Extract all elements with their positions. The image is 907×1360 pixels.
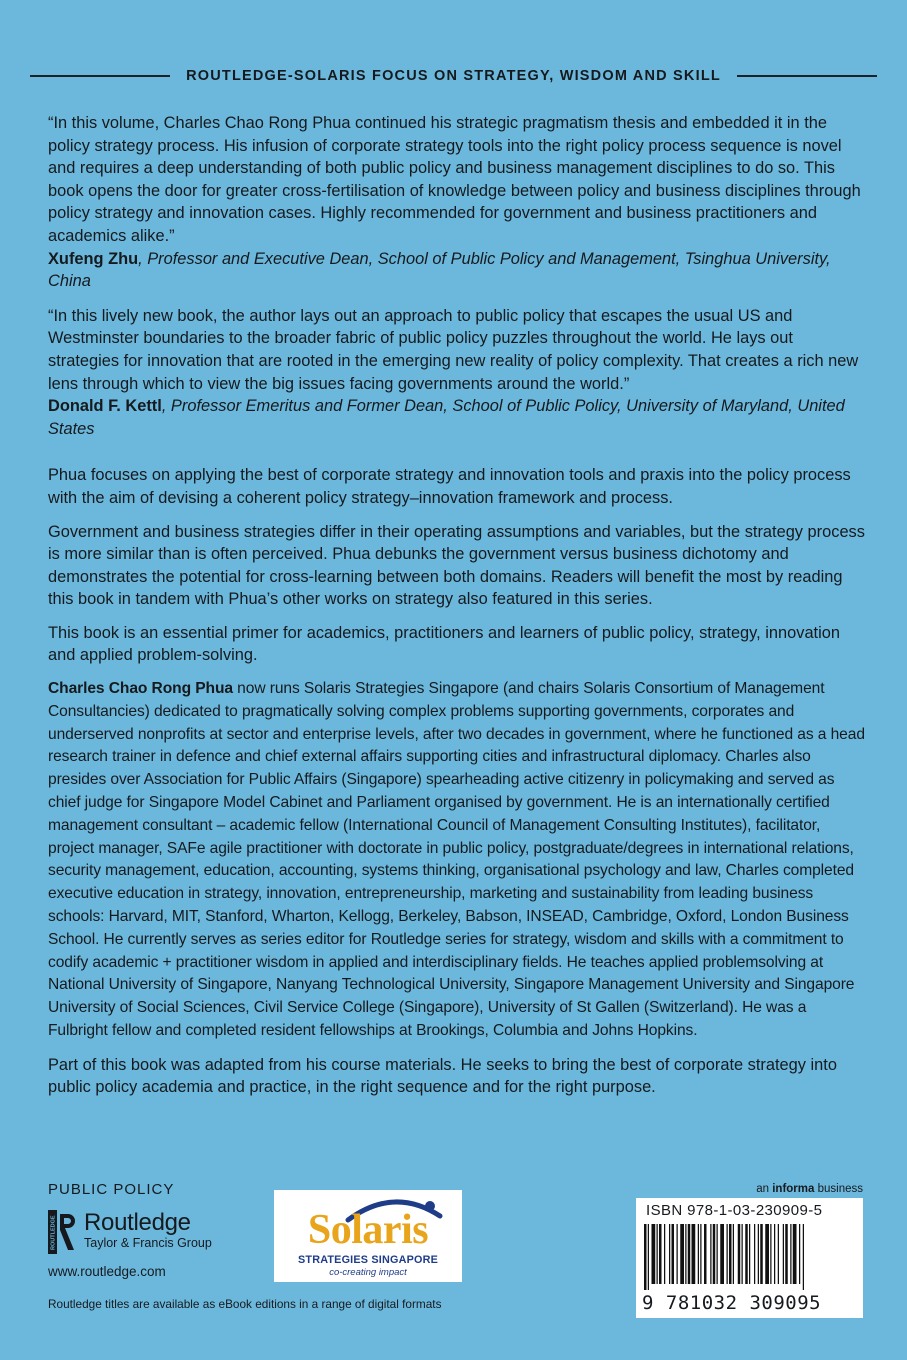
barcode-bar — [793, 1224, 797, 1284]
barcode-bar — [738, 1224, 741, 1284]
author-name: Charles Chao Rong Phua — [48, 680, 233, 698]
barcode-bar — [745, 1224, 748, 1284]
barcode-bar — [669, 1224, 670, 1284]
routledge-wordmark — [84, 1210, 212, 1250]
closing-paragraph: Part of this book was adapted from his course materials. He seeks to bring the best of corporate strategy into public policy academia and practice, in the right sequence and for the right purpose. — [48, 1055, 837, 1097]
endorsement-attribution — [48, 395, 865, 440]
right-rule — [737, 75, 877, 77]
author-bio — [48, 678, 865, 1043]
barcode-bar — [700, 1224, 701, 1284]
subject-category: PUBLIC POLICY — [48, 1181, 175, 1198]
barcode-bar — [727, 1224, 728, 1284]
series-banner — [30, 64, 877, 88]
informa-suffix: business — [814, 1183, 863, 1195]
barcode-bar — [749, 1224, 750, 1284]
solaris-logo — [274, 1190, 462, 1282]
series-title: ROUTLEDGE-SOLARIS FOCUS ON STRATEGY, WISDOM AND SKILL — [186, 68, 721, 84]
publisher-group: Taylor & Francis Group — [84, 1236, 212, 1250]
ebook-note: Routledge titles are available as eBook editions in a range of digital formats — [48, 1297, 442, 1311]
isbn-barcode — [636, 1198, 863, 1318]
barcode-bar — [799, 1224, 800, 1284]
emblem-text: ROUTLEDGE — [50, 1215, 57, 1250]
publisher-url[interactable]: www.routledge.com — [48, 1264, 166, 1279]
description-paragraph: Phua focuses on applying the best of corporate strategy and innovation tools and praxis into the policy process with the aim of devising a coherent policy strategy–innovation framework and process. — [48, 466, 851, 507]
endorser-role: , Professor and Executive Dean, School of Public Policy and Management, Tsinghua University, China — [48, 249, 831, 291]
barcode-bar — [704, 1224, 707, 1284]
solaris-wordmark: Solaris — [307, 1207, 429, 1253]
endorsement-2 — [48, 305, 865, 441]
routledge-emblem-icon — [48, 1210, 78, 1254]
endorser-name: Donald F. Kettl — [48, 397, 162, 416]
barcode-bar — [742, 1224, 743, 1284]
barcode-bar — [783, 1224, 784, 1284]
isbn-number: ISBN 978-1-03-230909-5 — [646, 1202, 823, 1219]
barcode-bar — [758, 1224, 759, 1284]
barcode-bar — [733, 1224, 734, 1284]
barcode-bar — [713, 1224, 716, 1284]
endorsement-1 — [48, 112, 865, 293]
barcode-bar — [790, 1224, 791, 1284]
description-paragraph: This book is an essential primer for academics, practitioners and learners of public policy, strategy, innovation and applied problem-solving. — [48, 623, 840, 665]
barcode-bar — [644, 1224, 647, 1290]
barcode-bar — [760, 1224, 763, 1284]
author-bio-text: now runs Solaris Strategies Singapore (and chairs Solaris Consortium of Management Consultancies) dedicated to pragmatically solving complex problems supporting governments, corporates and underserved nonprofits at sector and enterprise levels, after two decades in government, where he functioned as a head research trainer in defence and chief external affairs supporting cities and infrastructural diplomacy. Charles also presides over Association for Public Affairs (Singapore) spearheading active citizenry in policymaking and served as chief judge for Singapore Model Cabinet and Parliament organised by government. He is an internationally certified management consultant – academic fellow (International Council of Management Consulting Institutes), facilitator, project manager, SAFe agile practitioner with doctorate in public policy, postgraduate/degrees in international relations, security management, education, accounting, systems thinking, organisational psychology and law, Charles completed executive education in strategy, innovation, entrepreneurship, marketing and sustainability from leading business schools: Harvard, MIT, Stanford, Wharton, Kellogg, Berkeley, Babson, INSEAD, Cambridge, Oxford, London Business School. He currently serves as series editor for Routledge series for strategy, wisdom and skills with a commitment to codify academic + practitioner wisdom in applied and interdisciplinary fields. He teaches applied problemsolving at National University of Singapore, Nanyang Technological University, Singapore Management University and Singapore University of Social Sciences, Civil Service College (Singapore), University of St Gallen (Switzerland). He was a Fulbright fellow and completed resident fellowships at Brookings, Columbia and Johns Hopkins. — [48, 680, 865, 1040]
barcode-bars — [642, 1224, 857, 1290]
routledge-logo — [48, 1210, 288, 1254]
informa-brand: informa — [772, 1183, 815, 1195]
solaris-subtitle: STRATEGIES SINGAPORE — [298, 1254, 438, 1266]
informa-prefix: an — [756, 1183, 773, 1195]
solaris-tagline: co-creating impact — [329, 1267, 407, 1278]
publisher-block — [48, 1181, 288, 1279]
endorser-role: , Professor Emeritus and Former Dean, School of Public Policy, University of Maryland, United States — [48, 397, 845, 438]
barcode-bar — [685, 1224, 686, 1284]
barcode-bar — [688, 1224, 691, 1284]
barcode-bar — [720, 1224, 724, 1284]
barcode-bar — [698, 1224, 699, 1284]
barcode-bar — [717, 1224, 718, 1284]
endorsement-text: “In this volume, Charles Chao Rong Phua continued his strategic pragmatism thesis and embedded it in the policy strategy process. His infusion of corporate strategy tools into the right policy process sequence is novel and requires a deep understanding of both public policy and business management disciplines to do so. This book opens the door for greater cross-fertilisation of knowledge between policy and business disciplines through policy strategy and innovation cases. Highly recommended for government and business practitioners and academics alike.” — [48, 114, 861, 245]
back-cover-text — [48, 112, 865, 1110]
barcode-bar — [692, 1224, 696, 1284]
endorser-name: Xufeng Zhu — [48, 249, 139, 268]
barcode-bar — [774, 1224, 775, 1284]
endorsement-text: “In this lively new book, the author lays out an approach to public policy that escapes the usual US and Westminster boundaries to the broader fabric of public policy puzzles throughout the world. He lays out strategies for innovation that are rooted in the emerging new reality of policy complexity. That creates a rich new lens through which to view the big issues facing governments around the world.” — [48, 306, 859, 393]
barcode-bar — [659, 1224, 662, 1284]
barcode-bar — [765, 1224, 769, 1284]
barcode-bar — [803, 1224, 804, 1290]
barcode-bar — [672, 1224, 675, 1284]
barcode-bar — [664, 1224, 665, 1284]
barcode-bar — [680, 1224, 684, 1284]
barcode-bar — [677, 1224, 678, 1284]
description-paragraph: Government and business strategies differ in their operating assumptions and variables, but the strategy process is more similar than is often perceived. Phua debunks the government versus business dichotomy and demonstrates the potential for cross-learning between both domains. Readers will benefit the most by reading this book in tandem with Phua’s other works on strategy also featured in this series. — [48, 522, 865, 609]
barcode-bar — [754, 1224, 755, 1284]
publisher-name: Routledge — [84, 1209, 191, 1236]
barcode-bar — [657, 1224, 658, 1284]
ean-digits: 9 781032 309095 — [642, 1292, 822, 1314]
endorsement-attribution — [48, 248, 865, 293]
barcode-bar — [778, 1224, 779, 1284]
barcode-bar — [710, 1224, 711, 1284]
informa-note — [756, 1183, 863, 1195]
barcode-bar — [729, 1224, 732, 1284]
barcode-bar — [785, 1224, 788, 1284]
barcode-bar — [648, 1224, 649, 1290]
left-rule — [30, 75, 170, 77]
barcode-bar — [652, 1224, 656, 1284]
barcode-bar — [770, 1224, 771, 1284]
